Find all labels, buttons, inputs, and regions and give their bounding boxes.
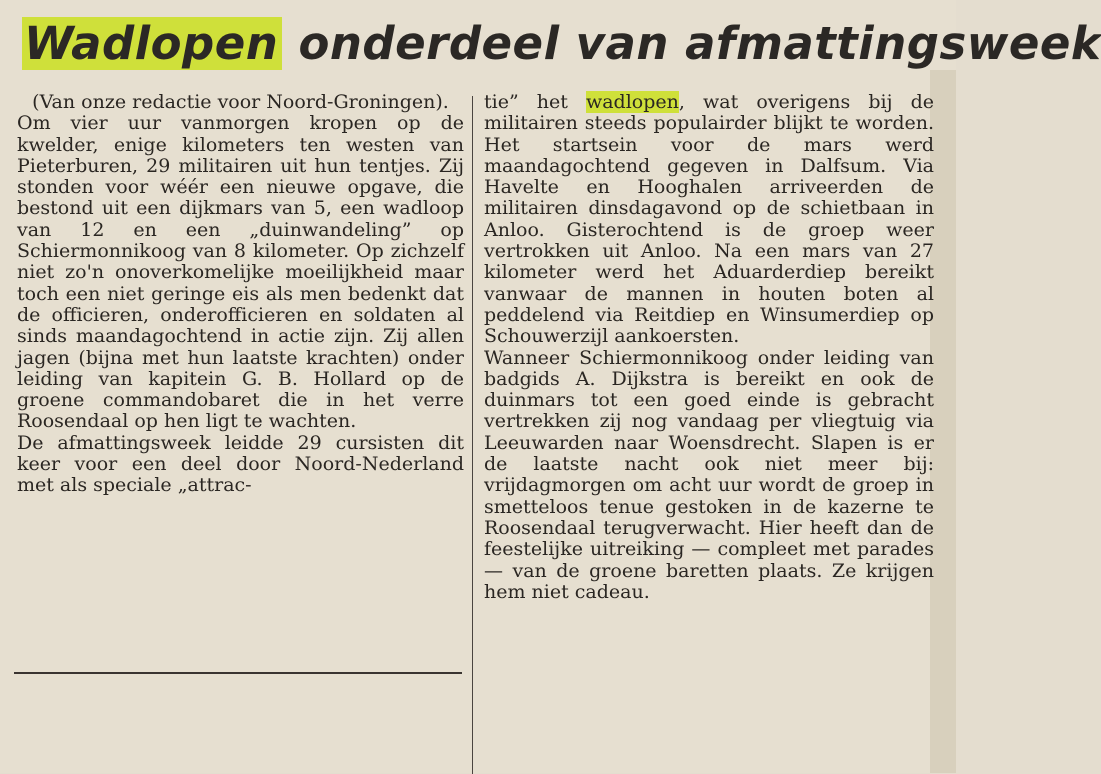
paragraph-3: Wanneer Schiermonnikoog onder leiding van badgids A. Dijkstra is bereikt en ook de duinmars tot een goed einde is gebracht vertrekken zij nog vandaag per vliegtuig via Leeuwarden naar Woensdrecht. Slapen is er de laatste nacht ook niet meer bij: vrijdagmorgen om acht uur wordt de groep in smetteloos tenue gestoken in de kazerne te Roosendaal terugverwacht. Hier heeft dan de feestelijke uitreiking — compleet met parades — van de groene baretten plaats. Ze krijgen hem niet cadeau. [484,346,934,603]
byline: (Van onze redactie voor Noord-Groningen). [32,91,449,113]
paragraph-continued-start: tie” het [484,91,586,113]
headline-rest: onderdeel van afmattingsweek [282,17,1101,70]
headline-highlighted-word: Wadlopen [22,17,282,70]
highlighted-word-wadlopen: wadlopen [585,91,679,113]
paragraph-2: De afmattingsweek leidde 29 cursisten dit keer voor een deel door Noord-Nederland met als speciale „attrac- [17,431,464,497]
headline [22,12,1101,76]
column-end-rule [14,672,462,674]
column-divider [472,96,473,774]
article-column-right [484,92,934,603]
article-column-left [17,92,464,497]
paragraph-1: Om vier uur vanmorgen kropen op de kwelder, enige kilometers ten westen van Pieterburen, 29 militairen uit hun tentjes. Zij stonden voor wéér een nieuwe opgave, die bestond uit een dijkmars van 5, een wadloop van 12 en een „duinwandeling” op Schiermonnikoog van 8 kilometer. Op zichzelf niet zo'n onoverkomelijke moeilijkheid maar toch een niet geringe eis als men bedenkt dat de officieren, onderofficieren en soldaten al sinds maandagochtend in actie zijn. Zij allen jagen (bijna met hun laatste krachten) onder leiding van kapitein G. B. Hollard op de groene commandobaret die in het verre Roosendaal op hen ligt te wachten. [17,112,464,433]
paragraph-continued [484,92,934,348]
paragraph-continued-rest: , wat overigens bij de militairen steeds populairder blijkt te worden. Het startsein voor de mars werd maandagochtend gegeven in Dalfsum. Via Havelte en Hooghalen arriveerden de militairen dinsdagavond op de schietbaan in Anloo. Gisterochtend is de groep weer vertrokken uit Anloo. Na een mars van 27 kilometer werd het Aduarderdiep bereikt vanwaar de mannen in houten boten al peddelend via Reitdiep en Winsumerdiep op Schouwerzijl aankoersten. [484,91,934,348]
